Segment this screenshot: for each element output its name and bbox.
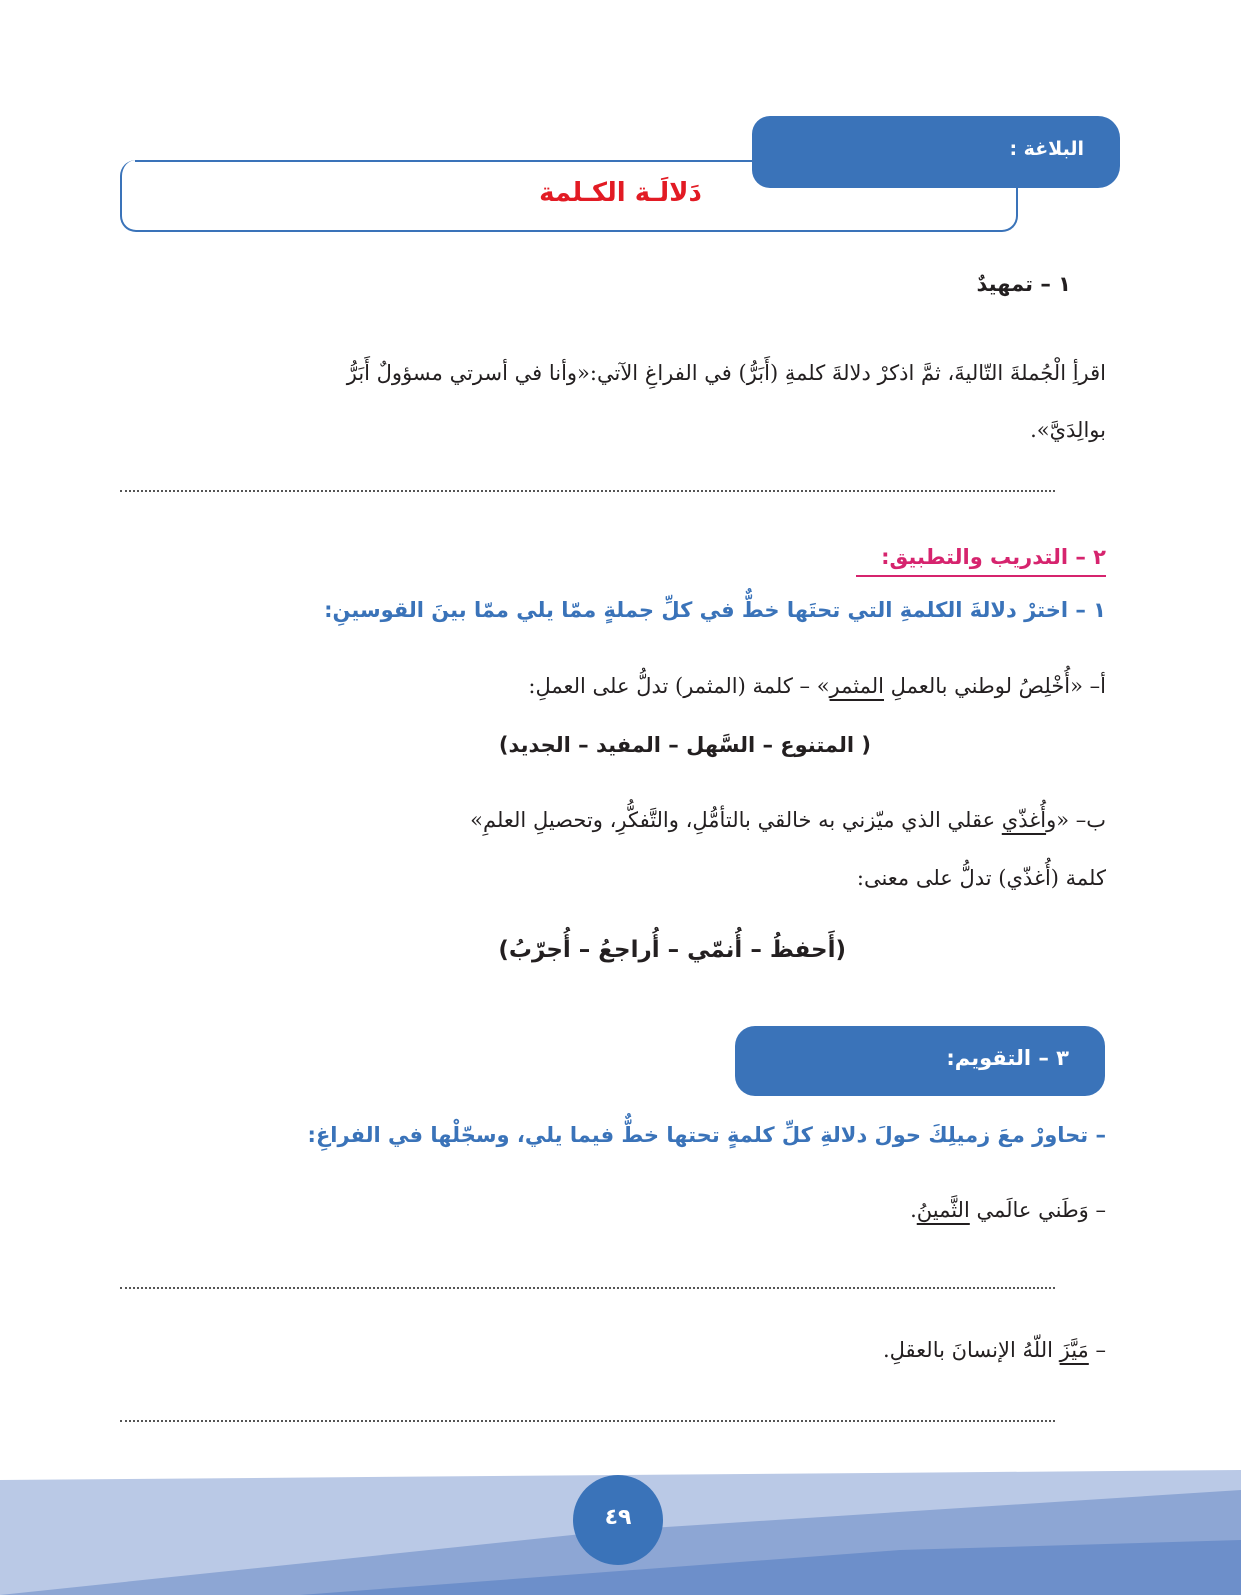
- page-number-badge: [573, 1475, 663, 1565]
- evaluation-heading: ٣ – التقويم:: [946, 1046, 1069, 1070]
- underlined-word: المثمر: [829, 674, 884, 698]
- training-instruction: ١ – اخترْ دلالةَ الكلمةِ التي تحتَها خطٌّ في كلِّ جملةٍ ممّا يلي ممّا بينَ القوسينِ:: [324, 598, 1106, 622]
- underlined-word: أُغذّي: [1001, 808, 1047, 832]
- evaluation-item-2: – مَيَّزَ اللّهُ الإنسانَ بالعقلِ.: [882, 1338, 1106, 1362]
- underlined-word: مَيَّزَ: [1059, 1338, 1089, 1362]
- item-a-choices: ( المتنوع – السَّهل – المفيد – الجديد): [498, 733, 871, 757]
- intro-line-2: بوالِدَيَّ».: [1030, 418, 1106, 442]
- answer-line[interactable]: [120, 1287, 1055, 1289]
- item-a: أ– «أُخْلِصُ لوطني بالعملِ المثمر» – كلمة (المثمر) تدلُّ على العملِ:: [528, 674, 1106, 698]
- intro-line-1: اقرأِ الْجُملةَ التّاليةَ، ثمَّ اذكرْ دلالةَ كلمةِ (أَبَرُّ) في الفراغِ الآتي:«وأنا في أسرتي مسؤولٌ أَبَرُّ: [346, 361, 1106, 385]
- section-label: البلاغة :: [1009, 138, 1084, 160]
- evaluation-instruction: – تحاورْ معَ زميلِكَ حولَ دلالةِ كلِّ كلمةٍ تحتها خطٌّ فيما يلي، وسجّلْها في الفراغِ:: [307, 1123, 1106, 1147]
- item-b-line-2: كلمة (أُغذّي) تدلُّ على معنى:: [856, 866, 1106, 890]
- item-b-choices: (أَحفظُ – أُنمّي – أُراجعُ – أُجرّبُ): [498, 937, 846, 963]
- training-heading: ٢ – التدريب والتطبيق:: [856, 545, 1106, 577]
- answer-line[interactable]: [120, 490, 1055, 492]
- item-b: ب– «وأُغذّي عقلي الذي ميّزني به خالقي بالتأمُّلِ، والتَّفكُّرِ، وتحصيلِ العلمِ»: [470, 808, 1106, 832]
- lesson-title: دَلالَـة الكـلمة: [539, 178, 702, 208]
- page-number: ٤٩: [604, 1505, 632, 1530]
- evaluation-item-1: – وَطَني عالَمي الثَّمينُ.: [910, 1198, 1106, 1222]
- intro-heading: ١ – تمهيدٌ: [976, 272, 1071, 296]
- underlined-word: الثَّمينُ: [916, 1198, 970, 1222]
- answer-line[interactable]: [120, 1420, 1055, 1422]
- evaluation-tab: [735, 1026, 1105, 1096]
